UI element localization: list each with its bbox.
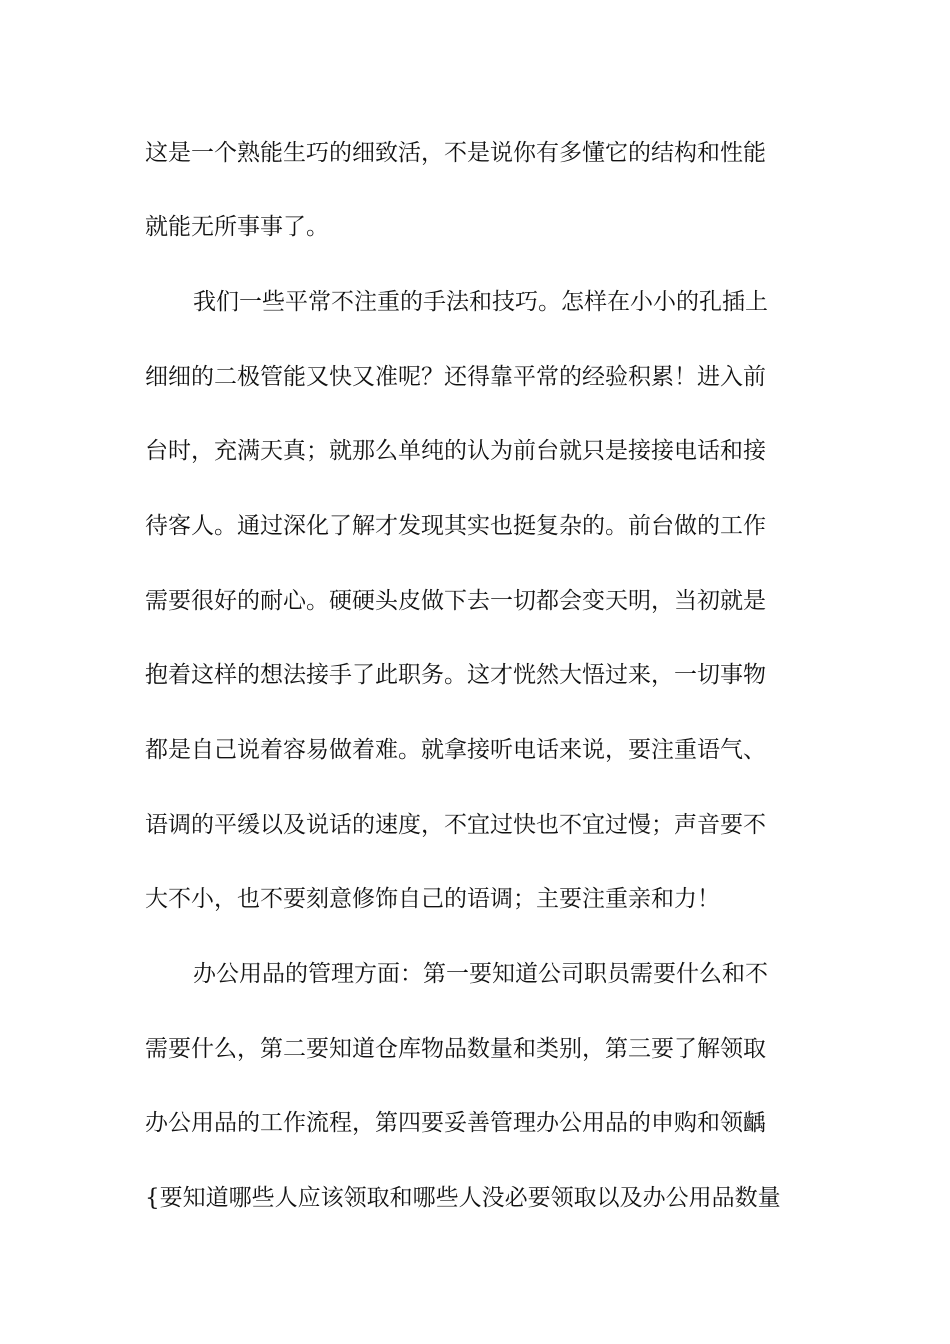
text-line-13: 需要什么，第二要知道仓库物品数量和类别，第三要了解领取 bbox=[145, 1036, 766, 1062]
text-line-10: 语调的平缓以及说话的速度，不宜过快也不宜过慢；声音要不 bbox=[145, 812, 766, 838]
paragraph-start-line: 我们一些平常不注重的手法和技巧。怎样在小小的孔插上 bbox=[193, 289, 768, 315]
text-line-1: 这是一个熟能生巧的细致活，不是说你有多懂它的结构和性能 bbox=[145, 140, 766, 166]
text-line-6: 待客人。通过深化了解才发现其实也挺复杂的。前台做的工作 bbox=[145, 513, 766, 539]
text-line-5: 台时，充满天真；就那么单纯的认为前台就只是接接电话和接 bbox=[145, 438, 766, 464]
text-line-2: 就能无所事事了。 bbox=[145, 214, 329, 240]
text-line-4: 细细的二极管能又快又准呢？还得靠平常的经验积累！进入前 bbox=[145, 364, 766, 390]
text-line-7: 需要很好的耐心。硬硬头皮做下去一切都会变天明，当初就是 bbox=[145, 588, 766, 614]
text-line-9: 都是自己说着容易做着难。就拿接听电话来说，要注重语气、 bbox=[145, 737, 766, 763]
text-line-15: {要知道哪些人应该领取和哪些人没必要领取以及办公用品数量 bbox=[145, 1185, 781, 1211]
paragraph-start-line: 办公用品的管理方面：第一要知道公司职员需要什么和不 bbox=[193, 961, 768, 987]
text-line-8: 抱着这样的想法接手了此职务。这才恍然大悟过来，一切事物 bbox=[145, 662, 766, 688]
text-line-14: 办公用品的工作流程，第四要妥善管理办公用品的申购和领齲 bbox=[145, 1110, 766, 1136]
text-line-11: 大不小，也不要刻意修饰自己的语调；主要注重亲和力！ bbox=[145, 886, 720, 912]
